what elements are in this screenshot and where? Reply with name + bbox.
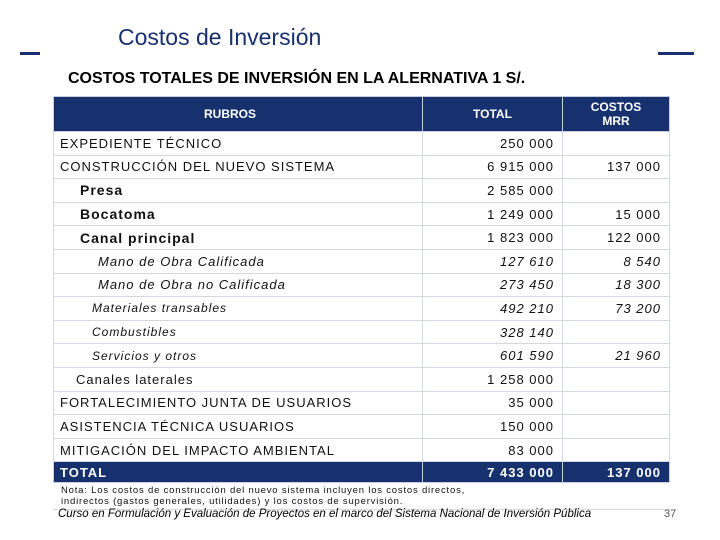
row-mrr bbox=[563, 132, 670, 156]
table-row bbox=[54, 132, 670, 156]
row-total: 150 000 bbox=[423, 415, 563, 439]
total-value: 7 433 000 bbox=[423, 462, 563, 483]
row-mrr: 137 000 bbox=[563, 155, 670, 179]
header-rubros: RUBROS bbox=[54, 97, 423, 132]
row-rubro: CONSTRUCCIÓN DEL NUEVO SISTEMA bbox=[54, 155, 423, 179]
row-total: 83 000 bbox=[423, 438, 563, 462]
row-total: 1 249 000 bbox=[423, 202, 563, 226]
row-mrr bbox=[563, 415, 670, 439]
title-rule-right bbox=[658, 52, 694, 55]
row-rubro: Canal principal bbox=[54, 226, 423, 250]
table-row bbox=[54, 226, 670, 250]
table-row bbox=[54, 320, 670, 344]
table-row bbox=[54, 273, 670, 297]
row-rubro: Combustibles bbox=[54, 320, 423, 344]
table-row bbox=[54, 367, 670, 391]
header-costos-line2: MRR bbox=[602, 114, 630, 128]
table-note bbox=[53, 483, 669, 510]
note-line-2: indirectos (gastos generales, utilidades) y los costos de supervisión. bbox=[61, 496, 404, 508]
row-mrr: 122 000 bbox=[563, 226, 670, 250]
table-caption: COSTOS TOTALES DE INVERSIÓN EN LA ALERNATIVA 1 S/. bbox=[68, 70, 526, 87]
row-total: 1 823 000 bbox=[423, 226, 563, 250]
investment-costs-table bbox=[53, 96, 670, 483]
table-row bbox=[54, 202, 670, 226]
row-total: 127 610 bbox=[423, 249, 563, 273]
row-rubro: EXPEDIENTE TÉCNICO bbox=[54, 132, 423, 156]
row-total: 35 000 bbox=[423, 391, 563, 415]
table-header-row bbox=[54, 97, 670, 132]
row-total: 273 450 bbox=[423, 273, 563, 297]
row-rubro: Servicios y otros bbox=[54, 344, 423, 368]
row-rubro: Materiales transables bbox=[54, 297, 423, 321]
row-mrr bbox=[563, 391, 670, 415]
slide-title: Costos de Inversión bbox=[118, 24, 322, 50]
page-number: 37 bbox=[664, 508, 677, 520]
row-rubro: Mano de Obra no Calificada bbox=[54, 273, 423, 297]
row-mrr bbox=[563, 438, 670, 462]
row-mrr: 15 000 bbox=[563, 202, 670, 226]
table-row bbox=[54, 391, 670, 415]
total-mrr: 137 000 bbox=[563, 462, 670, 483]
row-rubro: ASISTENCIA TÉCNICA USUARIOS bbox=[54, 415, 423, 439]
row-mrr bbox=[563, 179, 670, 203]
table-row bbox=[54, 344, 670, 368]
table-row bbox=[54, 155, 670, 179]
row-total: 2 585 000 bbox=[423, 179, 563, 203]
row-mrr: 8 540 bbox=[563, 249, 670, 273]
table-row bbox=[54, 415, 670, 439]
row-mrr: 21 960 bbox=[563, 344, 670, 368]
row-total: 328 140 bbox=[423, 320, 563, 344]
title-rule-left bbox=[20, 52, 40, 55]
row-total: 6 915 000 bbox=[423, 155, 563, 179]
header-costos-mrr bbox=[563, 97, 670, 132]
table-row bbox=[54, 438, 670, 462]
row-rubro: Presa bbox=[54, 179, 423, 203]
row-mrr bbox=[563, 320, 670, 344]
investment-costs-table-container bbox=[53, 96, 669, 510]
note-line-1: Nota: Los costos de construcción del nuevo sistema incluyen los costos directos, bbox=[61, 485, 466, 497]
table-row bbox=[54, 249, 670, 273]
table-row bbox=[54, 297, 670, 321]
row-total: 250 000 bbox=[423, 132, 563, 156]
row-total: 601 590 bbox=[423, 344, 563, 368]
row-rubro: Canales laterales bbox=[54, 367, 423, 391]
row-mrr bbox=[563, 367, 670, 391]
header-costos-line1: COSTOS bbox=[590, 100, 642, 114]
row-mrr: 73 200 bbox=[563, 297, 670, 321]
row-total: 1 258 000 bbox=[423, 367, 563, 391]
total-label: TOTAL bbox=[54, 462, 423, 483]
row-rubro: Bocatoma bbox=[54, 202, 423, 226]
header-total: TOTAL bbox=[423, 97, 563, 132]
row-rubro: Mano de Obra Calificada bbox=[54, 249, 423, 273]
footer-text: Curso en Formulación y Evaluación de Proyectos en el marco del Sistema Nacional de Inversión Pública bbox=[58, 508, 592, 520]
table-row bbox=[54, 179, 670, 203]
table-total-row bbox=[54, 462, 670, 483]
row-mrr: 18 300 bbox=[563, 273, 670, 297]
row-rubro: FORTALECIMIENTO JUNTA DE USUARIOS bbox=[54, 391, 423, 415]
row-total: 492 210 bbox=[423, 297, 563, 321]
row-rubro: MITIGACIÓN DEL IMPACTO AMBIENTAL bbox=[54, 438, 423, 462]
